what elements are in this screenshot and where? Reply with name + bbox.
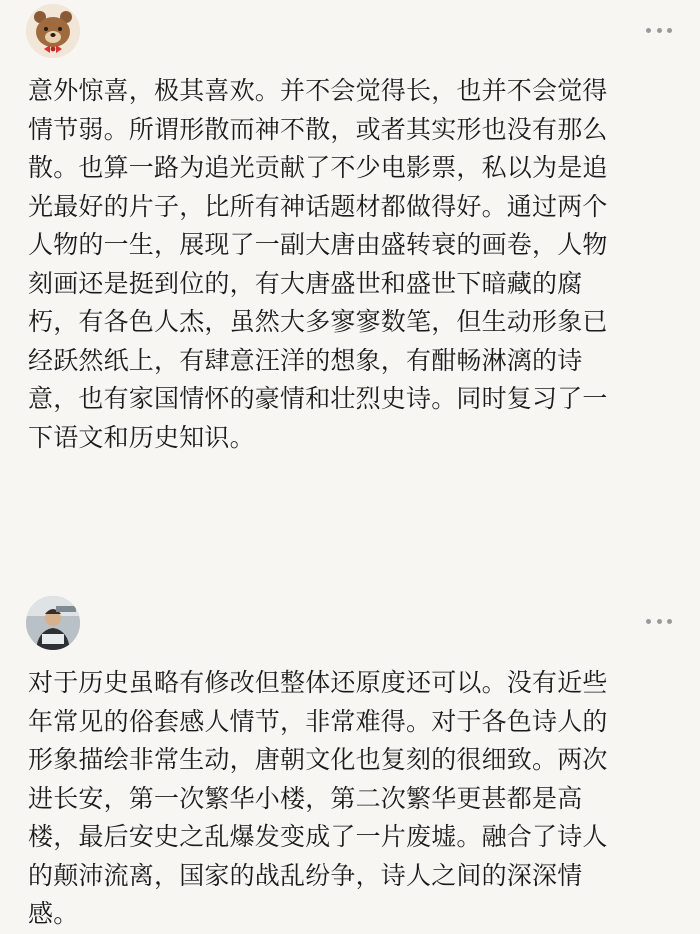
photo-avatar-icon[interactable]: [26, 596, 80, 650]
more-dots-icon: [646, 619, 651, 624]
more-dots-icon: [667, 28, 672, 33]
more-options-button[interactable]: [646, 26, 672, 34]
more-dots-icon: [667, 619, 672, 624]
review-text: 意外惊喜，极其喜欢。并不会觉得长，也并不会觉得 情节弱。所谓形散而神不散，或者其实形也没有那么 散。也算一路为追光贡献了不少电影票，私以为是追 光最好的片子，比所有神话题材都做得好。通过两个 人物的一生，展现了一副大唐由盛转衰的画卷，人物 刻画还是挺到位的，有大唐盛世和盛世下暗藏的腐 朽，有各色人杰，虽然大多寥寥数笔，但生动形象已 经跃然纸上，有肆意汪洋的想象，有酣畅淋漓的诗 意，也有家国情怀的豪情和壮烈史诗。同时复习了一 下语文和历史知识。: [28, 76, 608, 452]
review-text: 对于历史虽略有修改但整体还原度还可以。没有近些 年常见的俗套感人情节，非常难得。对于各色诗人的 形象描绘非常生动，唐朝文化也复刻的很细致。两次 进长安，第一次繁华小楼，第二次繁华更甚都是高 楼，最后安史之乱爆发变成了一片废墟。融合了诗人 的颠沛流离，国家的战乱纷争，诗人之间的深深情 感。: [28, 668, 608, 928]
more-dots-icon: [646, 28, 651, 33]
cartoon-bear-avatar-icon[interactable]: [26, 4, 80, 58]
more-options-button[interactable]: [646, 617, 672, 625]
more-dots-icon: [657, 28, 662, 33]
more-dots-icon: [657, 619, 662, 624]
review-post-2: [0, 580, 700, 933]
